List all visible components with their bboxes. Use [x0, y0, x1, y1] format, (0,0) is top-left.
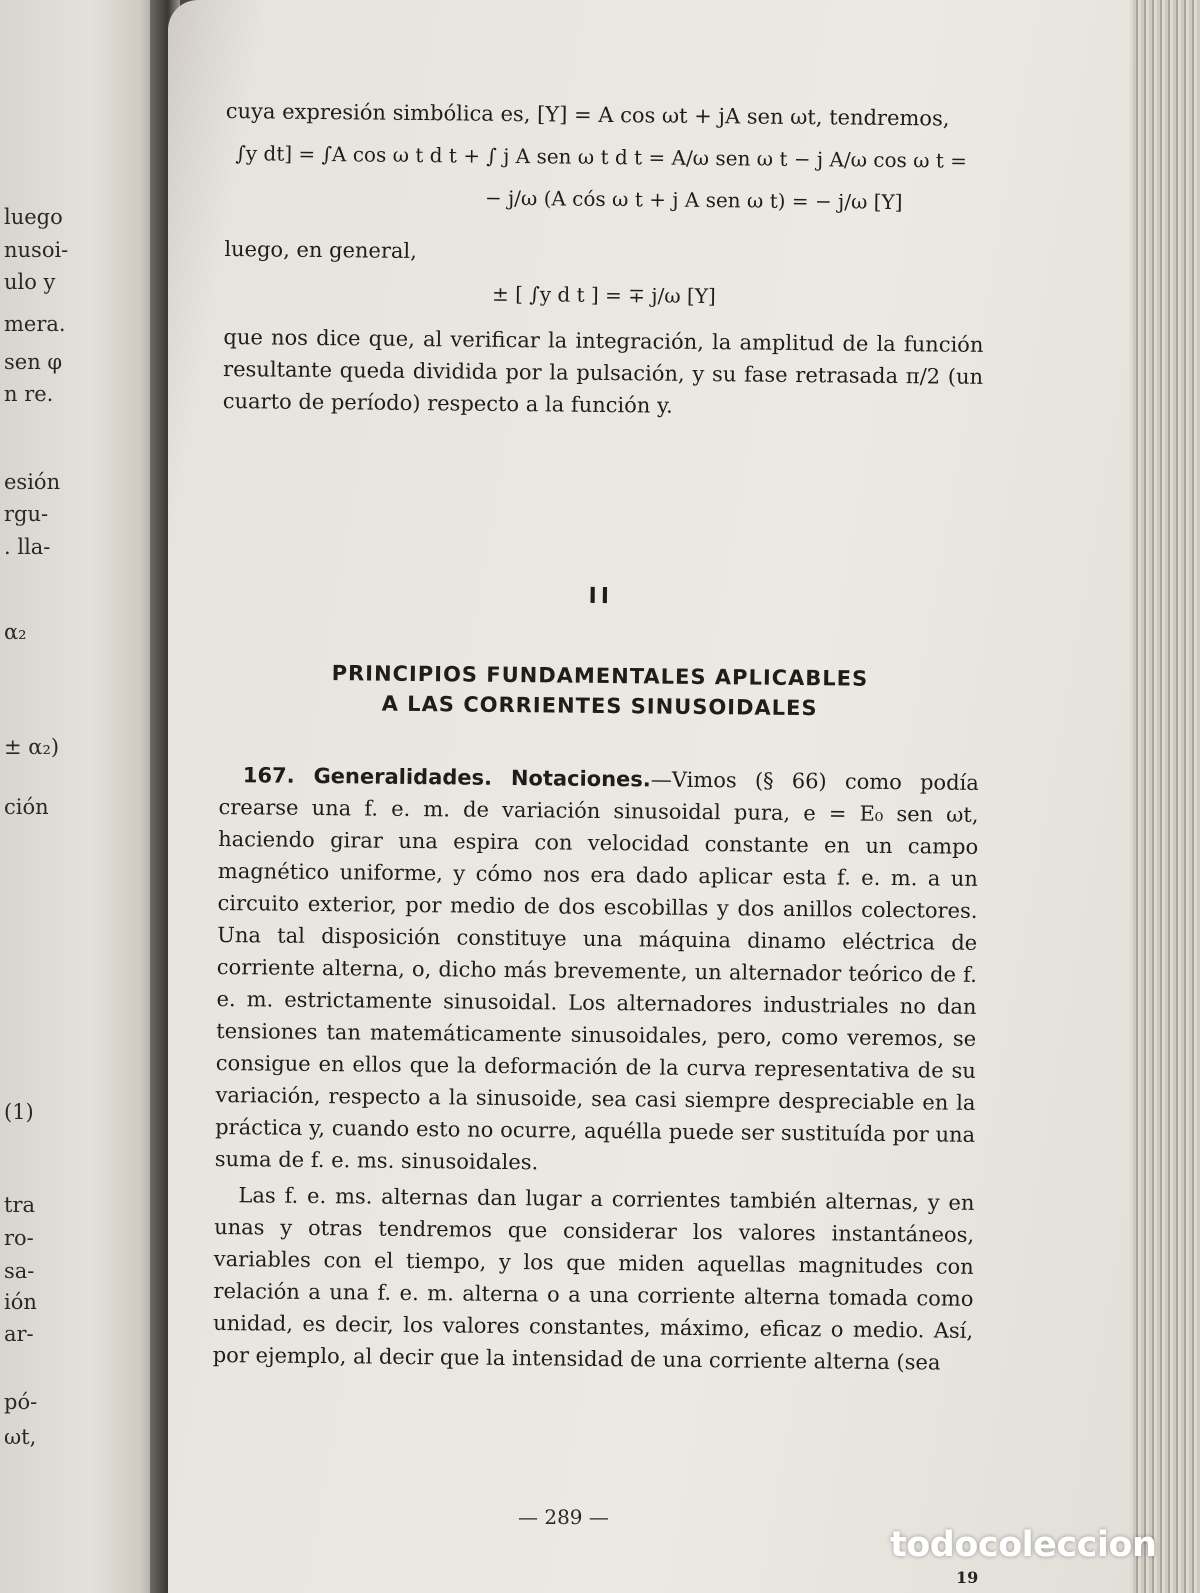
left-fragment: mera. — [4, 312, 66, 336]
page-number: — 289 — — [518, 1505, 609, 1529]
watermark-logo: todocoleccion — [890, 1525, 1157, 1565]
left-fragment: . lla- — [4, 535, 51, 559]
equation-result: − j/ω (A cós ω t + j A sen ω t) = − j/ω [Y] — [484, 185, 903, 215]
section-title-line-2: A LAS CORRIENTES SINUSOIDALES — [381, 691, 818, 721]
left-fragment: ción — [4, 795, 49, 819]
section-title — [219, 657, 980, 725]
equation-integral: ∫y dt] = ∫A cos ω t d t + ∫ j A sen ω t d t = A/ω sen ω t − j A/ω cos ω t = — [235, 141, 968, 173]
left-fragment: esión — [4, 470, 61, 494]
page-content — [213, 95, 986, 1379]
general-line: luego, en general, — [224, 236, 418, 264]
section-title-line-1: PRINCIPIOS FUNDAMENTALES APLICABLES — [331, 661, 869, 691]
left-fragment: sa- — [4, 1259, 35, 1283]
section-number: II — [588, 583, 614, 610]
left-fragment: n re. — [4, 382, 54, 406]
left-fragment: ar- — [4, 1322, 34, 1346]
signature-number: 19 — [956, 1568, 979, 1587]
left-fragment: ± α₂) — [4, 735, 60, 759]
left-page — [0, 0, 165, 1593]
left-fragment: ión — [4, 1290, 37, 1314]
left-fragment: sen φ — [4, 350, 63, 374]
left-fragment: luego — [4, 205, 63, 229]
paragraph-alternas: Las f. e. ms. alternas dan lugar a corrientes también alternas, y en unas y otras tendremos que considerar los valores instantáneos, variables con el tiempo, y los que miden aquellas magnitudes con relación a una f. e. m. alterna o a una corriente alterna tomada como unidad, es decir, los valores constantes, máximo, eficaz o medio. Así, por ejemplo, al decir que la intensidad de una corriente alterna (sea — [212, 1183, 975, 1375]
result-paragraph: que nos dice que, al verificar la integración, la amplitud de la función resultante queda dividida por la pulsación, y su fase retrasada π/2 (un cuarto de período) respecto a la función y. — [222, 324, 984, 418]
page-edges — [1125, 0, 1200, 1593]
left-fragment: tra — [4, 1193, 35, 1217]
left-fragment: ro- — [4, 1226, 34, 1250]
book-page — [168, 0, 1130, 1593]
equation-general: ± [ ∫y d t ] = ∓ j/ω [Y] — [491, 281, 716, 309]
paragraph-167 — [215, 759, 979, 1183]
left-fragment: α₂ — [4, 620, 27, 644]
left-fragment: nusoi- — [4, 238, 69, 262]
paragraph-text: —Vimos (§ 66) como podía crearse una f. e. m. de variación sinusoidal pura, e = E₀ sen ωt, haciendo girar una espira con velocidad constante en un campo magnético uniforme, y cómo nos era dado aplicar esta f. e. m. a un circuito exterior, por medio de dos escobillas y dos anillos colectores. Una tal disposición constituye una máquina dinamo eléctrica de corriente alterna, o, dicho más brevemente, un alternador teórico de f. e. m. estrictamente sinusoidal. Los alternadores industriales no dan tensiones tan matemáticamente sinusoidales, pero, como veremos, se consigue en ellos que la deformación de la curva representativa de su variación, respecto a la sinusoide, sea casi siempre despreciable en la práctica y, cuando esto no ocurre, aquélla puede ser sustituída por una suma de f. e. ms. sinusoidales. — [214, 767, 979, 1175]
section-body — [213, 759, 979, 1379]
left-fragment: pó- — [4, 1390, 38, 1414]
left-fragment: ωt, — [4, 1425, 37, 1449]
paragraph-heading: 167. Generalidades. Notaciones. — [242, 763, 651, 792]
left-fragment: (1) — [4, 1100, 34, 1124]
left-fragment: rgu- — [4, 502, 49, 526]
left-fragment: ulo y — [4, 270, 56, 294]
intro-line: cuya expresión simbólica es, [Y] = A cos ωt + jA sen ωt, tendremos, — [225, 98, 950, 131]
